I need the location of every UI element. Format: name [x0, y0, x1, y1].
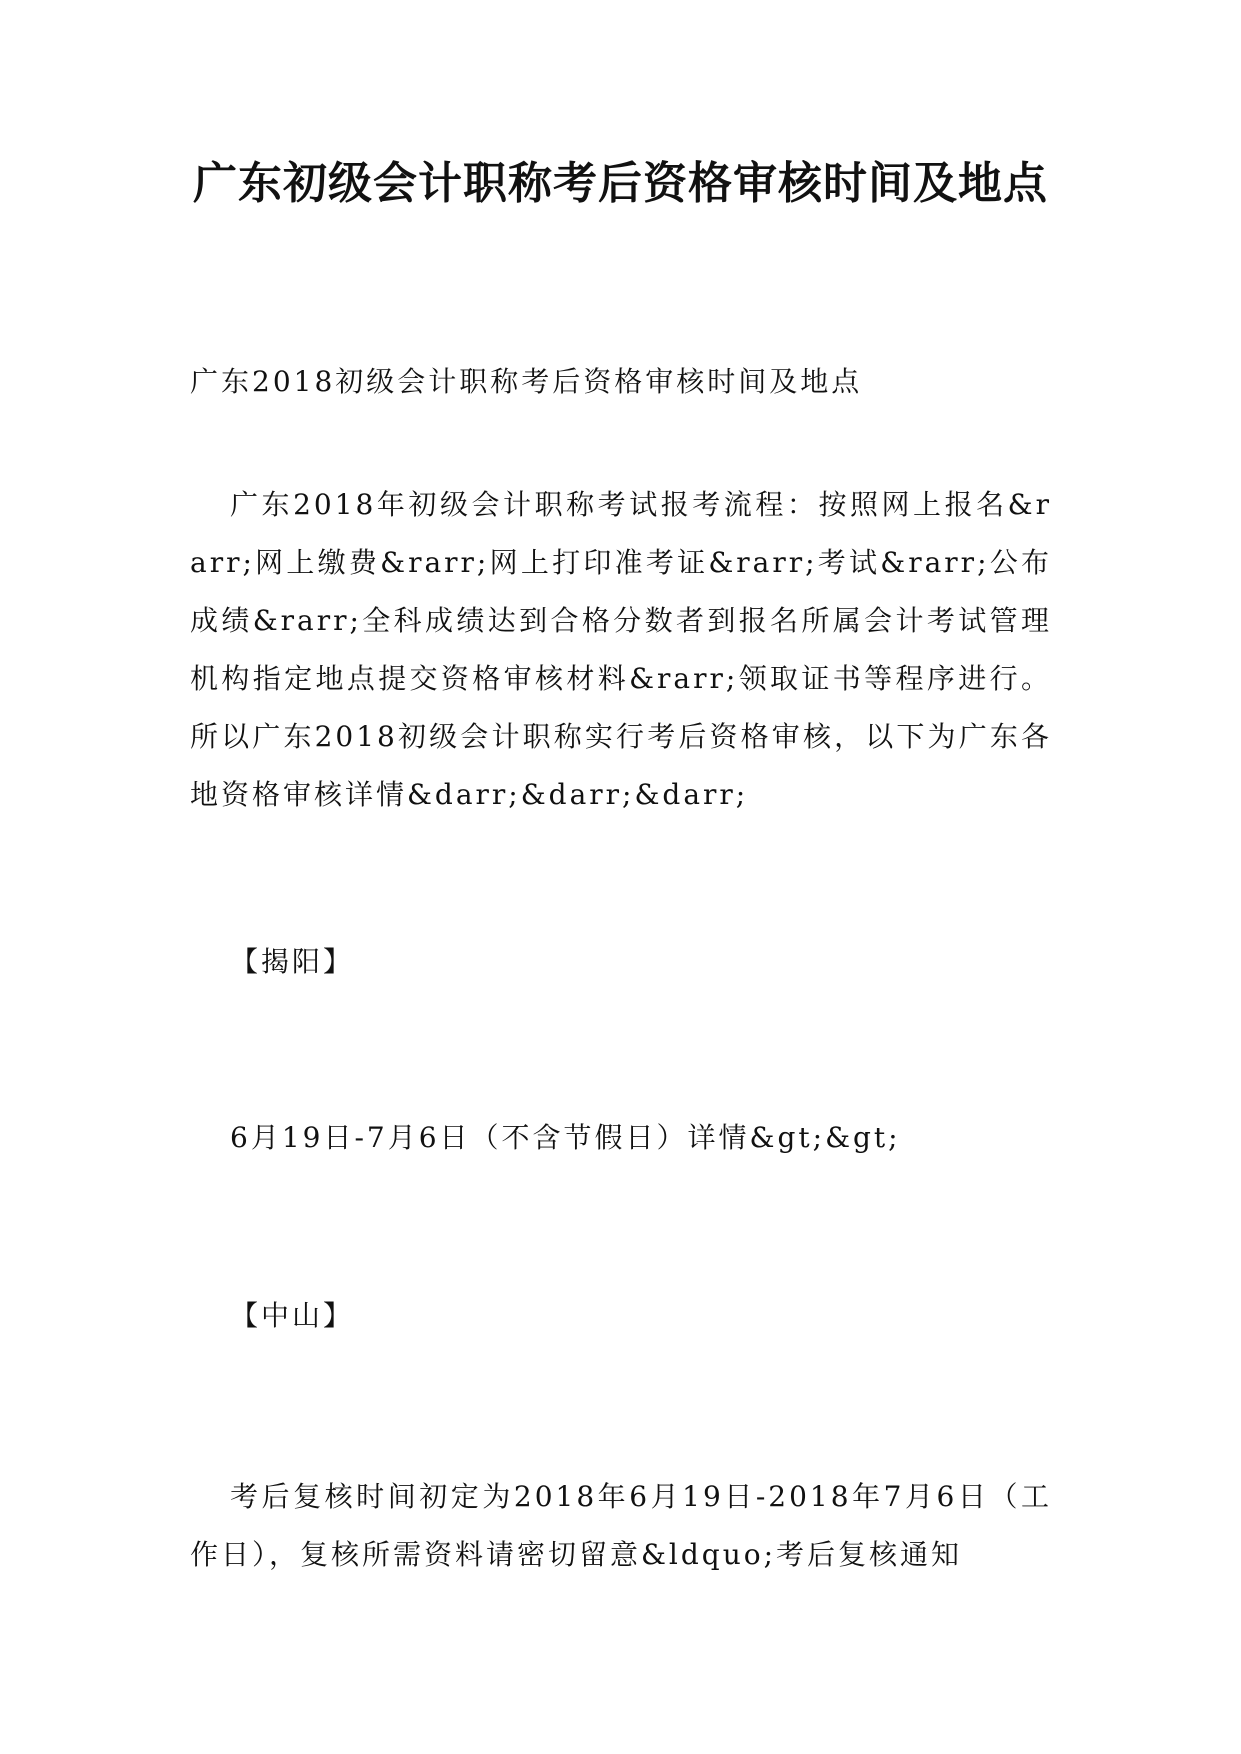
section-text-zhongshan: 考后复核时间初定为2018年6月19日-2018年7月6日（工作日），复核所需资料请密切留意&ldquo;考后复核通知 — [190, 1480, 1052, 1571]
document-title: 广东初级会计职称考后资格审核时间及地点 — [193, 158, 1048, 209]
section-text-jieyang: 6月19日-7月6日（不含节假日）详情&gt;&gt; — [230, 1121, 901, 1154]
section-heading-jieyang: 【揭阳】 — [230, 945, 355, 978]
section-heading-zhongshan: 【中山】 — [230, 1299, 355, 1332]
document-subtitle: 广东2018初级会计职称考后资格审核时间及地点 — [190, 365, 863, 398]
intro-paragraph: 广东2018年初级会计职称考试报考流程：按照网上报名&rarr;网上缴费&rarr;网上打印准考证&rarr;考试&rarr;公布成绩&rarr;全科成绩达到合格分数者到报名所属会计考试管理机构指定地点提交资格审核材料&rarr;领取证书等程序进行。所以广东2018初级会计职称实行考后资格审核，以下为广东各地资格审核详情&darr;&darr;&darr; — [190, 488, 1052, 811]
